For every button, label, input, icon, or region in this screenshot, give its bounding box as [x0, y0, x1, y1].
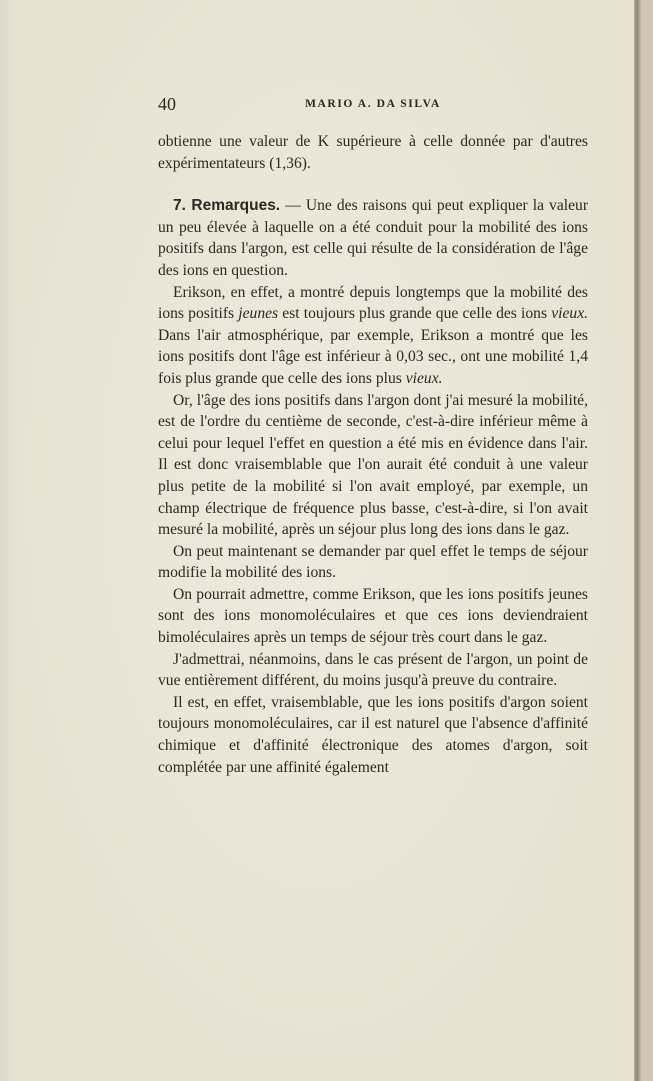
italic-term: vieux.: [551, 305, 589, 323]
page-number: 40: [158, 94, 176, 114]
text-segment: est toujours plus grande que celle des ions: [278, 305, 552, 323]
paragraph-viewpoint: J'admettrai, néanmoins, dans le cas présent de l'argon, un point de vue entièrement différent, du moins jusqu'à preuve du contraire.: [158, 650, 588, 690]
paragraph-hypothesis: On pourrait admettre, comme Erikson, que les ions positifs jeunes sont des ions monomoléculaires et que ces ions deviendraient bimoléculaires après un temps de séjour très court dans le gaz.: [158, 585, 588, 647]
body-text: [158, 131, 588, 778]
paragraph-argon-ions: Il est, en effet, vraisemblable, que les ions positifs d'argon soient toujours monomoléculaires, car il est naturel que l'absence d'affinité chimique et d'affinité électronique des atomes d'argon, soit complétée par une affinité également: [158, 693, 588, 776]
paragraph-question: On peut maintenant se demander par quel effet le temps de séjour modifie la mobilité des ions.: [158, 542, 588, 582]
running-head: MARIO A. DA SILVA: [305, 98, 441, 110]
heading-dash: —: [280, 197, 306, 215]
italic-term: jeunes: [238, 305, 279, 323]
paragraph-continued: obtienne une valeur de K supérieure à celle donnée par d'autres expérimentateurs (1,36).: [158, 133, 588, 172]
section-heading: 7. Remarques.: [173, 197, 281, 215]
paragraph-remarques: [158, 195, 588, 281]
page-edge-shadow: [634, 0, 641, 1081]
text-segment: Dans l'air atmosphérique, par exemple, Erikson a montré que les ions positifs dont l'âge est inférieur à 0,03 sec., ont une mobilité 1,4 fois plus grande que celle des ions plus: [158, 326, 588, 387]
page-header: [158, 94, 588, 118]
paragraph-erikson: [158, 282, 588, 390]
paragraph-text: Une des raisons qui peut expliquer la valeur un peu élevée à laquelle on a été conduit pour la mobilité des ions positifs dans l'argon, est celle qui résulte de la considération de l'âge des ions en question.: [158, 197, 589, 279]
paragraph-age: Or, l'âge des ions positifs dans l'argon dont j'ai mesuré la mobilité, est de l'ordre du centième de seconde, c'est-à-dire inférieur même à celui pour lequel l'effet en question a été mis en évidence dans l'air. Il est donc vraisemblable que l'on aurait été conduit à une valeur plus petite de la mobilité si l'on avait employé, par exemple, un champ électrique de fréquence plus basse, c'est-à-dire, si l'on avait mesuré la mobilité, après un séjour plus long des ions dans le gaz.: [158, 391, 588, 539]
page-edge: [641, 0, 653, 1081]
text-segment: Erikson, en effet, a montré depuis longtemps que la mobilité des ions positifs: [158, 283, 588, 323]
italic-term: vieux.: [405, 369, 443, 387]
